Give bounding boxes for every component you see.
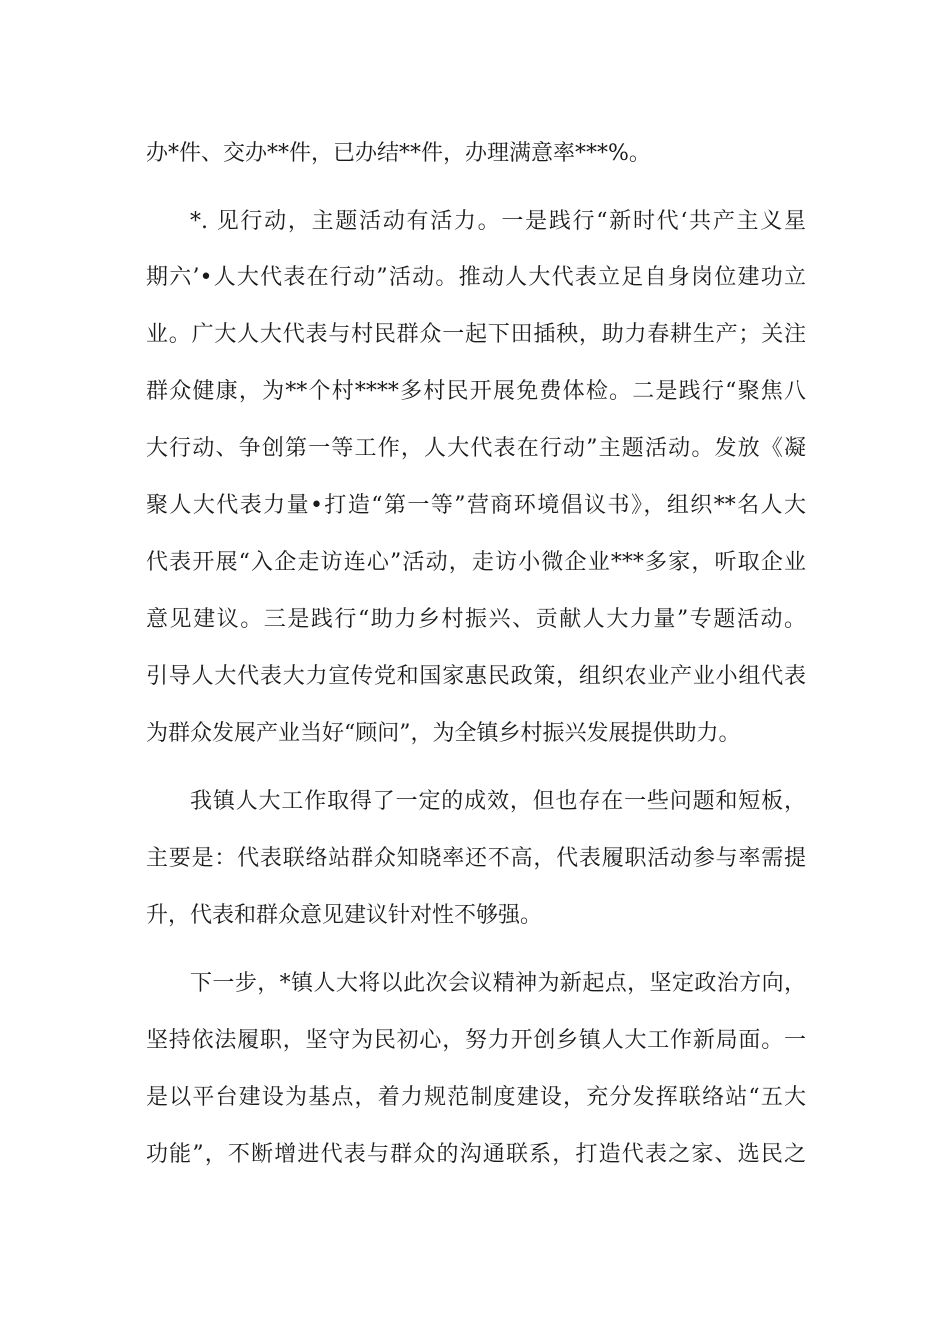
text-line: 坚持依法履职，坚守为民初心，努力开创乡镇人大工作新局面。一 — [146, 1028, 806, 1053]
text-line: 办*件、交办**件，已办结**件，办理满意率***%。 — [146, 141, 651, 166]
text-line: *. 见行动，主题活动有活力。一是践行“新时代‘共产主义星 — [190, 209, 806, 234]
text-line: 下一步，*镇人大将以此次会议精神为新起点，坚定政治方向， — [190, 971, 806, 996]
text-line: 引导人大代表大力宣传党和国家惠民政策，组织农业产业小组代表 — [146, 664, 806, 689]
text-line: 业。广大人大代表与村民群众一起下田插秧，助力春耕生产；关注 — [146, 322, 806, 347]
text-line: 我镇人大工作取得了一定的成效，但也存在一些问题和短板， — [190, 789, 806, 814]
text-line: 主要是：代表联络站群众知晓率还不高，代表履职活动参与率需提 — [146, 846, 806, 871]
text-line: 意见建议。三是践行“助力乡村振兴、贡献人大力量”专题活动。 — [146, 607, 806, 632]
text-line: 为群众发展产业当好“顾问”，为全镇乡村振兴发展提供助力。 — [146, 721, 741, 746]
text-line: 聚人大代表力量•打造“第一等”营商环境倡议书》，组织**名人大 — [146, 493, 806, 518]
text-line: 代表开展“入企走访连心”活动，走访小微企业***多家，听取企业 — [146, 550, 806, 575]
text-line: 升，代表和群众意见建议针对性不够强。 — [146, 903, 543, 928]
text-line: 功能”，不断增进代表与群众的沟通联系，打造代表之家、选民之 — [146, 1142, 806, 1167]
text-line: 期六’•人大代表在行动”活动。推动人大代表立足自身岗位建功立 — [146, 265, 806, 290]
text-line: 群众健康，为**个村****多村民开展免费体检。二是践行“聚焦八 — [146, 379, 806, 404]
text-line: 大行动、争创第一等工作，人大代表在行动”主题活动。发放《凝 — [146, 436, 806, 461]
text-line: 是以平台建设为基点，着力规范制度建设，充分发挥联络站“五大 — [146, 1085, 806, 1110]
